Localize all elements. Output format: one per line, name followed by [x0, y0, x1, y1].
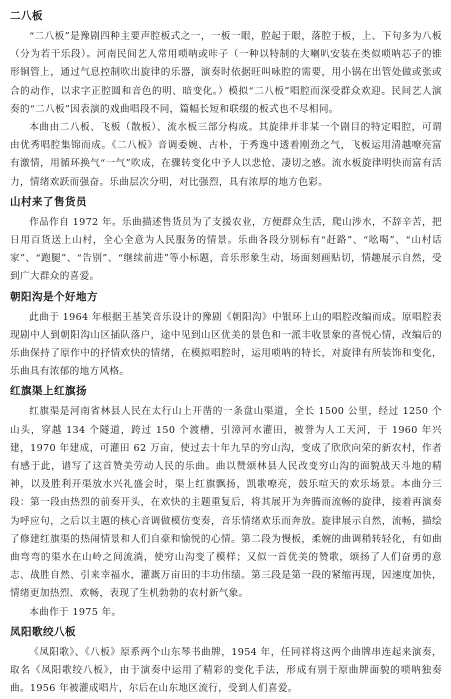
- section-heading: 山村来了售货员: [10, 195, 87, 208]
- section-zhao-yang-gou: [10, 289, 442, 382]
- section-hong-qi-qu: [10, 383, 442, 621]
- section-shan-cun-shou-huo-yuan: [10, 194, 442, 287]
- section-heading: 朝阳沟是个好地方: [10, 290, 98, 303]
- section-heading: 二八板: [10, 10, 43, 22]
- section-heading: 凤阳歌绞八板: [10, 625, 76, 638]
- section-er-ba-ban: [10, 8, 442, 192]
- section-heading: 红旗渠上红旗扬: [10, 385, 87, 398]
- paragraph: 本曲作于 1975 年。: [29, 606, 122, 618]
- paragraph: “二八板”是豫剧四种主要声腔板式之一，一板一眼，腔起于眼，落腔于板，上、下句多为八板（分为若干乐段）。河南民间艺人常用唢呐或咔子（一种以特制的大喇叭安装在类似唢呐芯子的锥形铜管上，通过气息控制吹出旋律的乐器，演奏时依据旺叫咏腔的需要，用小锅在出管处做或张或合的动作，以求字正腔圆和音色的明、暗变化。）模拟“二八板”唱腔而深受群众欢迎。民间艺人演奏的“二八板”因表演的戏曲唱段不同，篇幅长短和联缀的板式也不尽相同。: [10, 31, 442, 115]
- document-page: [10, 6, 442, 699]
- paragraph: 本曲由二八板、飞板（散板）、流水板三部分构成。其旋律并非某一个剧目的特定唱腔，可谓由优秀唱腔集锦而成。《二八板》音调委婉、古朴，于秀逸中透着刚劲之气，飞板运用清越嘹亮富有激情，用循环换气“一气”吹成，在骤转变化中予人以悲怆、凄切之感。流水板旋律明快而富有活力，情绪欢跃而强奋。乐曲层次分明，对比强烈，具有浓厚的地方色彩。: [10, 122, 442, 188]
- paragraph: 红旗渠是河南省林县人民在太行山上开凿的一条盘山渠道，全长 1500 公里，经过 1250 个山头，穿越 134 个隧道，跨过 150 个渡槽，引漳河水灌田，被誉为人工天河，于 1960 年兴建，1970 年建成，可灌田 62 万亩，使过去十年九旱的穷山沟，变成了欣欣向荣的新农村，作者有感于此，谱写了这首赞美劳动人民的乐曲。曲以赞颂林县人民改变穷山沟的面貌战天斗地的精神，以及胜利开渠放水兴礼盛会时，渠上红旗飘扬，凯歌嘹亮，鼓乐喧天的欢乐场景。本曲分三段：第一段由热烈的前奏开头，在欢快的主题重复后，将其展开为奔腾而流畅的旋律，接着再演奏为呼应句，之后以主题的核心音调做模仿变奏，音乐情绪欢乐而奔放。旋律展示自然，流畅，描绘了修建红旗渠的热闹情景和人们自豪和愉悦的心情。第二段为慢板，柔婉的曲调稍转轻化，有如曲曲弯弯的渠水在山岭之间流淌，使穷山沟变了模样；又似一首优美的赞歌，颂扬了人们奋勇的意志、战胜自然、引来幸福水，灌溉万亩田的丰功伟绩。第三段是第一段的紧缩再现，因速度加快，情绪更加热烈、欢畅，表现了生机勃勃的农村新气象。: [10, 406, 442, 600]
- paragraph: 作品作自 1972 年。乐曲描述售货员为了支援农业，方便群众生活，爬山涉水，不辞辛苦，把日用百货送上山村，全心全意为人民服务的情景。乐曲各段分别标有“赶路”、“吆喝”、“山村话家”、“跑腿”、“告别”、“继续前进”等小标题，音乐形象生动，场面刻画贴切，情趣展示自然，受到广大群众的喜爱。: [10, 216, 442, 283]
- section-feng-yang-ge: [10, 624, 442, 699]
- paragraph: 《凤阳歌》、《八板》原系两个山东琴书曲牌，1954 年，任同祥将这两个曲牌串连起来演奏，取名《凤阳歌绞八板》，由于演奏中运用了精彩的变化手法，形成有别于原曲牌面貌的唢呐独奏曲。1956 年被灌成唱片，尔后在山东地区流行，受到人们喜爱。: [10, 646, 442, 695]
- paragraph: 此曲于 1964 年根据王基笑音乐设计的豫剧《朝阳沟》中银环上山的唱腔改编而成。原唱腔表现剧中人到朝阳沟山区插队落户，途中见到山区优美的景色和一派丰收景象的喜悦心情，改编后的乐曲保持了原作中的抒情欢快的情绪，在模拟唱腔时，运用唢呐的特长，对旋律有所装饰和变化，乐曲具有浓郁的地方风格。: [10, 311, 442, 378]
